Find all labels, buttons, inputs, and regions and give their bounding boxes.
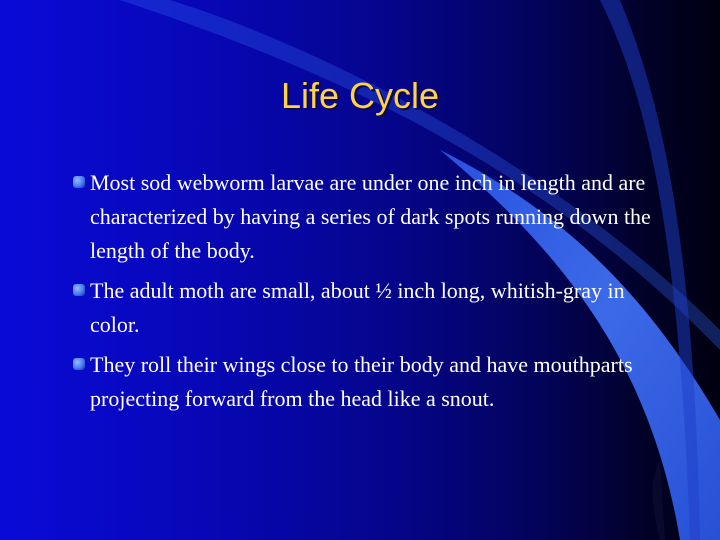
- slide-title: Life Cycle: [280, 75, 440, 116]
- bullet-text: The adult moth are small, about ½ inch long, whitish-gray in color.: [90, 278, 625, 337]
- square-bullet-icon: [72, 175, 86, 189]
- bullet-item: [72, 166, 672, 268]
- bullet-list: [72, 166, 672, 422]
- bullet-item: [72, 348, 672, 416]
- bullet-text: They roll their wings close to their body and have mouthparts projecting forward from the head like a snout.: [90, 352, 633, 411]
- bullet-item: [72, 274, 672, 342]
- square-bullet-icon: [72, 357, 86, 371]
- square-bullet-icon: [72, 283, 86, 297]
- bullet-text: Most sod webworm larvae are under one inch in length and are characterized by having a series of dark spots running down the length of the body.: [90, 170, 651, 263]
